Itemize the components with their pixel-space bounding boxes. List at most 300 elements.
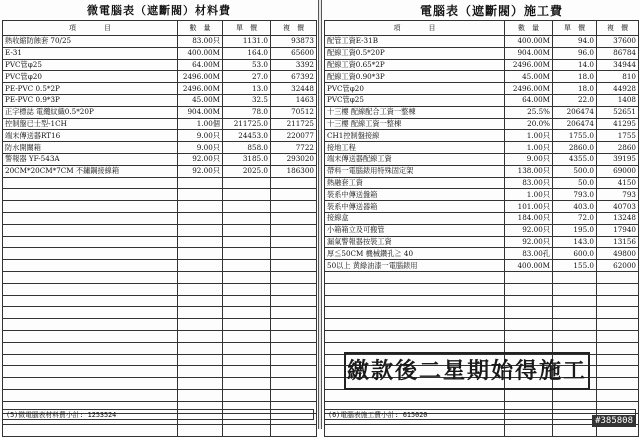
table-row [325,118,639,130]
amount-cell [597,283,639,295]
amount-cell [597,307,639,319]
amount-cell: 44928 [597,83,639,95]
qty-cell: 904.00M [505,47,553,59]
table-row [325,130,639,142]
price-cell [223,224,271,236]
blank-row [3,177,317,189]
price-cell [223,342,271,354]
qty-cell [178,189,223,201]
material-header-row [3,21,317,36]
amount-cell: 4150 [597,177,639,189]
item-cell [3,330,178,342]
item-cell: PVC管φ25 [325,94,505,106]
price-cell: 793.0 [553,189,597,201]
price-cell [553,271,597,283]
item-cell: PE-PVC 0.9*3P [3,94,178,106]
qty-cell: 400.00M [505,36,553,48]
payment-notice-stamp: 繳款後二星期始得施工 [344,352,590,390]
blank-row [325,271,639,283]
amount-cell [271,283,317,295]
table-row [325,71,639,83]
qty-cell [505,319,553,331]
amount-cell [597,389,639,401]
amount-cell: 13156 [597,236,639,248]
blank-row [325,330,639,342]
qty-cell [178,212,223,224]
item-cell: PVC管φ25 [3,59,178,71]
material-body [3,36,317,437]
blank-row [3,366,317,378]
qty-cell: 83.00只 [178,36,223,48]
amount-cell [597,342,639,354]
price-cell: 3185.0 [223,153,271,165]
item-cell: 配線工資0.90*3P [325,71,505,83]
item-cell: 配線工資0.5*20P [325,47,505,59]
qty-cell: 83.00只 [505,177,553,189]
price-cell [223,389,271,401]
table-row [3,142,317,154]
price-cell: 155.0 [553,260,597,272]
price-cell [223,177,271,189]
table-row [325,36,639,48]
price-cell [223,189,271,201]
qty-cell [178,330,223,342]
amount-cell: 67392 [271,71,317,83]
qty-cell: 64.00M [505,94,553,106]
amount-cell: 70512 [271,106,317,118]
qty-cell: 92.00只 [505,236,553,248]
price-cell [223,260,271,272]
blank-row [3,271,317,283]
amount-cell: 1755 [597,130,639,142]
qty-cell: 904.00M [178,106,223,118]
table-row [325,59,639,71]
amount-cell: 69000 [597,165,639,177]
table-row [3,59,317,71]
item-cell: PVC管φ20 [3,71,178,83]
amount-header: 複 價 [597,21,639,36]
item-cell: 裝系中傳送器箱 [325,201,505,213]
qty-cell: 400.00M [505,260,553,272]
price-cell [223,236,271,248]
amount-cell [597,330,639,342]
item-cell: 厚≦50CM 機械鑽孔≧ 40 [325,248,505,260]
item-header: 項 目 [3,21,178,36]
price-cell [223,271,271,283]
qty-cell [178,201,223,213]
item-cell [3,189,178,201]
price-cell: 96.0 [553,47,597,59]
item-cell: 防水開關箱 [3,142,178,154]
price-cell: 72.0 [553,212,597,224]
amount-header: 複 價 [271,21,317,36]
amount-cell: 40703 [597,201,639,213]
amount-cell: 17940 [597,224,639,236]
amount-cell [597,319,639,331]
table-row [3,106,317,118]
price-cell [223,319,271,331]
amount-cell [271,389,317,401]
qty-cell [178,307,223,319]
amount-cell: 1463 [271,94,317,106]
amount-cell [597,354,639,366]
table-row [325,177,639,189]
price-cell [223,354,271,366]
item-cell: 十三樓 配線工資一整棟 [325,118,505,130]
blank-row [3,189,317,201]
qty-cell: 1.00只 [505,142,553,154]
price-cell: 22.0 [553,94,597,106]
blank-row [3,224,317,236]
item-header: 項 目 [325,21,505,36]
amount-cell [271,212,317,224]
price-cell [223,212,271,224]
item-cell [3,389,178,401]
price-cell: 143.0 [553,236,597,248]
item-cell: 正字標誌 電纜紋織0.5*20P [3,106,178,118]
table-row [3,165,317,177]
qty-cell: 9.00只 [178,142,223,154]
price-cell: 211725.0 [223,118,271,130]
item-cell [3,224,178,236]
qty-cell: 9.00只 [505,153,553,165]
amount-cell: 7722 [271,142,317,154]
item-cell [3,248,178,260]
blank-row [325,389,639,401]
qty-cell: 64.00M [178,59,223,71]
item-cell [3,177,178,189]
amount-cell: 39195 [597,153,639,165]
table-row [325,165,639,177]
item-cell [3,201,178,213]
amount-cell [271,342,317,354]
price-cell: 14.0 [553,59,597,71]
labor-total: (6)電腦表施工費小計: 615020 [324,409,636,420]
price-cell: 78.0 [223,106,271,118]
amount-cell [597,295,639,307]
qty-cell: 1.00只 [505,130,553,142]
blank-row [325,307,639,319]
qty-cell [505,330,553,342]
qty-cell: 184.00只 [505,212,553,224]
table-row [325,142,639,154]
qty-cell [505,271,553,283]
amount-cell: 13248 [597,212,639,224]
table-row [3,130,317,142]
price-cell: 18.0 [553,71,597,83]
qty-cell [178,319,223,331]
item-cell: 50以上 黄綠油漆一電腦錶用 [325,260,505,272]
qty-cell [178,224,223,236]
qty-cell: 2496.00M [505,59,553,71]
item-cell [3,271,178,283]
price-cell: 1755.0 [553,130,597,142]
blank-row [325,319,639,331]
price-cell: 53.0 [223,59,271,71]
qty-cell: 92.00只 [505,224,553,236]
amount-cell [597,271,639,283]
amount-cell: 793 [597,189,639,201]
item-cell [325,283,505,295]
amount-cell: 810 [597,71,639,83]
price-cell: 600.0 [553,248,597,260]
item-cell [3,236,178,248]
price-cell [223,201,271,213]
price-cell [553,307,597,319]
qty-cell: 9.00只 [178,130,223,142]
price-cell [553,330,597,342]
amount-cell: 49800 [597,248,639,260]
item-cell: 十三樓 配線配合工資一整棟 [325,106,505,118]
blank-row [3,330,317,342]
item-cell: 熱融套工資 [325,177,505,189]
qty-cell: 101.00只 [505,201,553,213]
qty-cell: 1.00只 [505,189,553,201]
item-cell: 裝系中傳送盤箱 [325,189,505,201]
table-row [325,47,639,59]
price-cell: 50.0 [553,177,597,189]
qty-cell [178,271,223,283]
price-cell [223,330,271,342]
price-cell: 500.0 [553,165,597,177]
amount-cell: 32448 [271,83,317,95]
table-row [325,153,639,165]
price-cell: 13.0 [223,83,271,95]
price-cell [553,319,597,331]
table-row [325,94,639,106]
qty-cell [505,389,553,401]
amount-cell: 186300 [271,165,317,177]
qty-cell [505,295,553,307]
price-cell: 4355.0 [553,153,597,165]
price-cell [553,425,597,437]
item-cell: 配管工資E-31B [325,36,505,48]
amount-cell: 62000 [597,260,639,272]
labor-header-row [325,21,639,36]
qty-cell [178,425,223,437]
qty-cell: 25.5% [505,106,553,118]
blank-row [3,354,317,366]
qty-cell: 400.00M [178,47,223,59]
table-row [3,71,317,83]
price-cell [223,283,271,295]
amount-cell [271,236,317,248]
item-cell [325,307,505,319]
amount-cell [597,366,639,378]
qty-cell: 138.00只 [505,165,553,177]
blank-row [3,342,317,354]
price-cell: 206474 [553,106,597,118]
amount-cell: 52651 [597,106,639,118]
item-cell [3,354,178,366]
qty-cell [178,177,223,189]
item-cell: 帶料一電腦錶用特殊固定架 [325,165,505,177]
item-cell [325,425,505,437]
amount-cell [271,248,317,260]
price-cell [553,283,597,295]
item-cell [3,295,178,307]
qty-cell: 45.00M [178,94,223,106]
item-cell: 接線盒 [325,212,505,224]
item-cell: 漏氣警報器按裝工資 [325,236,505,248]
blank-row [3,248,317,260]
amount-cell [597,378,639,390]
price-cell: 94.0 [553,36,597,48]
price-header: 單 價 [223,21,271,36]
blank-row [325,283,639,295]
material-table [2,20,317,437]
blank-row [3,283,317,295]
item-cell: 警報器 YF-543A [3,153,178,165]
amount-cell [271,330,317,342]
item-cell: 端末傳送器配線工資 [325,153,505,165]
amount-cell: 41295 [597,118,639,130]
price-cell [223,248,271,260]
amount-cell [271,189,317,201]
price-cell [223,425,271,437]
amount-cell [271,307,317,319]
blank-row [3,236,317,248]
item-cell [3,425,178,437]
qty-cell: 45.00M [505,71,553,83]
blank-row [3,319,317,331]
item-cell [3,319,178,331]
qty-cell: 92.00只 [178,165,223,177]
qty-cell [178,389,223,401]
qty-cell: 2496.00M [178,83,223,95]
table-row [3,94,317,106]
amount-cell: 86784 [597,47,639,59]
amount-cell [271,177,317,189]
table-row [325,260,639,272]
price-cell: 858.0 [223,142,271,154]
price-cell: 403.0 [553,201,597,213]
item-cell [3,212,178,224]
blank-row [3,307,317,319]
table-row [325,236,639,248]
item-cell [325,389,505,401]
item-cell [3,260,178,272]
table-row [3,83,317,95]
qty-cell [178,248,223,260]
price-cell: 164.0 [223,47,271,59]
qty-cell: 2496.00M [178,71,223,83]
item-cell: 20CM*20CM*7CM 不鏽鋼接線箱 [3,165,178,177]
amount-cell [271,319,317,331]
qty-cell [178,295,223,307]
amount-cell: 293020 [271,153,317,165]
amount-cell: 37600 [597,36,639,48]
blank-row [3,295,317,307]
item-cell: 端末傳送器RT16 [3,130,178,142]
amount-cell: 3392 [271,59,317,71]
table-row [3,118,317,130]
amount-cell [271,295,317,307]
table-row [325,106,639,118]
material-total: (5)微電腦表材料費小計: 1253524 [2,409,314,420]
item-cell [3,283,178,295]
amount-cell [271,260,317,272]
item-cell [3,307,178,319]
table-row [325,201,639,213]
amount-cell [271,425,317,437]
price-cell: 2025.0 [223,165,271,177]
amount-cell: 220077 [271,130,317,142]
amount-cell [271,271,317,283]
item-cell [325,295,505,307]
price-cell: 206474 [553,118,597,130]
table-row [325,248,639,260]
amount-cell [271,354,317,366]
price-cell: 195.0 [553,224,597,236]
item-cell: 熱收縮防蝕套 70/25 [3,36,178,48]
blank-row [3,378,317,390]
qty-cell [178,283,223,295]
price-cell [223,307,271,319]
qty-cell [505,425,553,437]
blank-row [3,260,317,272]
amount-cell: 211725 [271,118,317,130]
price-cell [223,378,271,390]
qty-header: 數 量 [178,21,223,36]
table-row [3,153,317,165]
item-cell: 配線工資0.65*2P [325,59,505,71]
material-title: 微電腦表（遮斷閥）材料費 [87,4,231,17]
amount-cell [271,378,317,390]
qty-header: 數 量 [505,21,553,36]
qty-cell [178,342,223,354]
amount-cell [271,224,317,236]
table-row [3,36,317,48]
qty-cell [505,283,553,295]
item-cell: PE-PVC 0.5*2P [3,83,178,95]
amount-cell [271,366,317,378]
amount-cell: 2860 [597,142,639,154]
qty-cell: 20.0% [505,118,553,130]
qty-cell [505,307,553,319]
watermark-id: #385808 [592,415,636,427]
price-cell: 2860.0 [553,142,597,154]
item-cell [325,319,505,331]
table-row [325,83,639,95]
price-cell [223,295,271,307]
price-cell: 24453.0 [223,130,271,142]
price-cell: 32.5 [223,94,271,106]
qty-cell: 1.00個 [178,118,223,130]
table-row [325,189,639,201]
blank-row [3,389,317,401]
qty-cell [178,378,223,390]
price-cell: 18.0 [553,83,597,95]
qty-cell: 92.00只 [178,153,223,165]
blank-row [325,295,639,307]
item-cell: 控制盤已士型-1CH [3,118,178,130]
price-cell [223,366,271,378]
table-row [3,47,317,59]
amount-cell: 93873 [271,36,317,48]
blank-row [3,201,317,213]
table-row [325,212,639,224]
item-cell [3,366,178,378]
item-cell: E-31 [3,47,178,59]
material-cost-sheet [0,0,318,429]
amount-cell: 34944 [597,59,639,71]
item-cell [3,342,178,354]
price-header: 單 價 [553,21,597,36]
price-cell: 1131.0 [223,36,271,48]
blank-row [3,212,317,224]
qty-cell [178,354,223,366]
